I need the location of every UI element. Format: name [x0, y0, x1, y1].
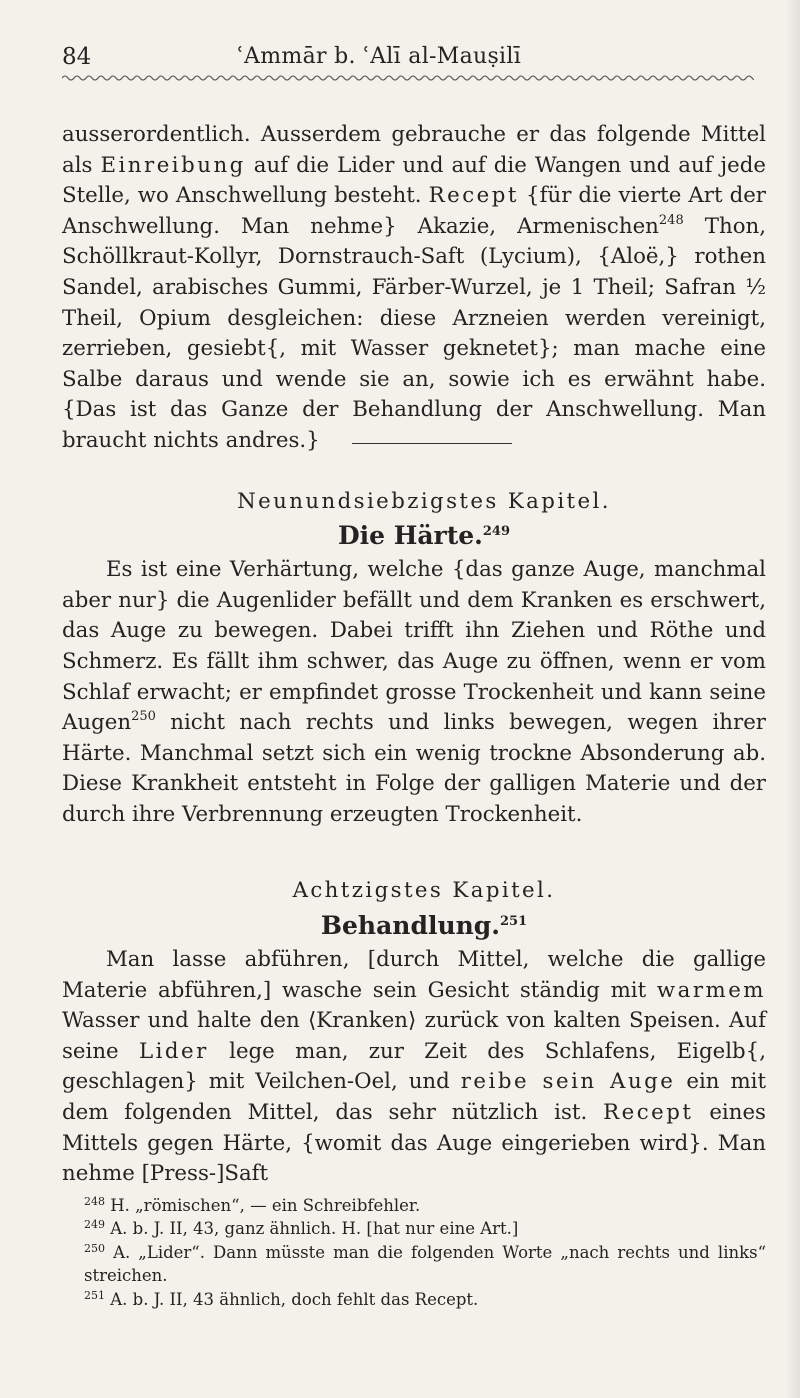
- footnote: $^{248}$ H. „römischen“, — ein Schreibfehler.: [84, 1194, 421, 1215]
- header-wavy-rule: [62, 74, 754, 82]
- chapter-79-label: Neunundsiebzigstes Kapitel.: [237, 488, 611, 514]
- footnotes: [62, 1194, 766, 1312]
- end-rule: [352, 443, 512, 444]
- chapter-80-title: Behandlung.$^{251}$: [320, 911, 528, 941]
- page-header: [62, 38, 766, 78]
- chapter-80-label: Achtzigstes Kapitel.: [292, 878, 556, 904]
- running-head: ʿAmmār b. ʿAlī al-Mauṣilī: [237, 44, 522, 69]
- page-edge-shadow: [786, 0, 800, 1398]
- paragraph-2: Es ist eine Verhärtung, welche {das ganze Auge, manchmal aber nur} die Augenlider befällt und dem Kranken es erschwert, das Auge zu bewegen. Dabei trifft ihn Ziehen und Röthe und Schmerz. Es fällt ihm schwer, das Auge zu öffnen, wenn er vom Schlaf erwacht; er empfindet grosse Trockenheit und kann seine Augen$^{250}$ nicht nach rechts und links bewegen, wegen ihrer Härte. Manchmal setzt sich ein wenig trockne Absonderung ab. Diese Krankheit entsteht in Folge der galligen Materie und der durch ihre Verbrennung erzeugten Trockenheit.: [62, 557, 766, 827]
- footnote-ref-250: 250: [131, 709, 156, 725]
- footnote-ref-249: 249: [482, 524, 511, 540]
- footnote: $^{249}$ A. b. J. II, 43, ganz ähnlich. H. [hat nur eine Art.]: [84, 1218, 519, 1239]
- footnote: $^{250}$ A. „Lider“. Dann müsste man die folgenden Worte „nach rechts und links“ streichen.: [84, 1241, 767, 1286]
- footnote-ref-248: 248: [658, 212, 684, 228]
- paragraph-1: ausserordentlich. Ausserdem gebrauche er das folgende Mittel als Einreibung auf die Lider und auf die Wangen und auf jede Stelle, wo Anschwellung besteht. Recept {für die vierte Art der Anschwellung. Man nehme} Akazie, Armenischen$^{248}$ Thon, Schöllkraut-Kollyr, Dornstrauch-Saft (Lycium), {Aloë,} rothen Sandel, arabisches Gummi, Färber-Wurzel, je 1 Theil; Safran ½ Theil, Opium desgleichen: diese Arzneien werden vereinigt, zerrieben, gesiebt{, mit Wasser geknetet}; man mache eine Salbe daraus und wende sie an, sowie ich es erwähnt habe. {Das ist das Ganze der Behandlung der Anschwellung. Man braucht nichts andres.}: [62, 122, 767, 453]
- paragraph-3: Man lasse abführen, [durch Mittel, welche die gallige Materie abführen,] wasche sein Gesicht ständig mit warmem Wasser und halte den ⟨Kranken⟩ zurück von kalten Speisen. Auf seine Lider lege man, zur Zeit des Schlafens, Eigelb{, geschlagen} mit Veilchen-Oel, und reibe sein Auge ein mit dem folgenden Mittel, das sehr nützlich ist. Recept eines Mittels gegen Härte, {womit das Auge eingerieben wird}. Man nehme [Press-]Saft: [62, 947, 767, 1187]
- body-text: [62, 120, 766, 1190]
- chapter-79-title: Die Härte.$^{249}$: [337, 521, 511, 551]
- footnote-ref-251: 251: [499, 914, 528, 930]
- page-number: 84: [62, 44, 92, 70]
- footnote: $^{251}$ A. b. J. II, 43 ähnlich, doch fehlt das Recept.: [84, 1288, 479, 1309]
